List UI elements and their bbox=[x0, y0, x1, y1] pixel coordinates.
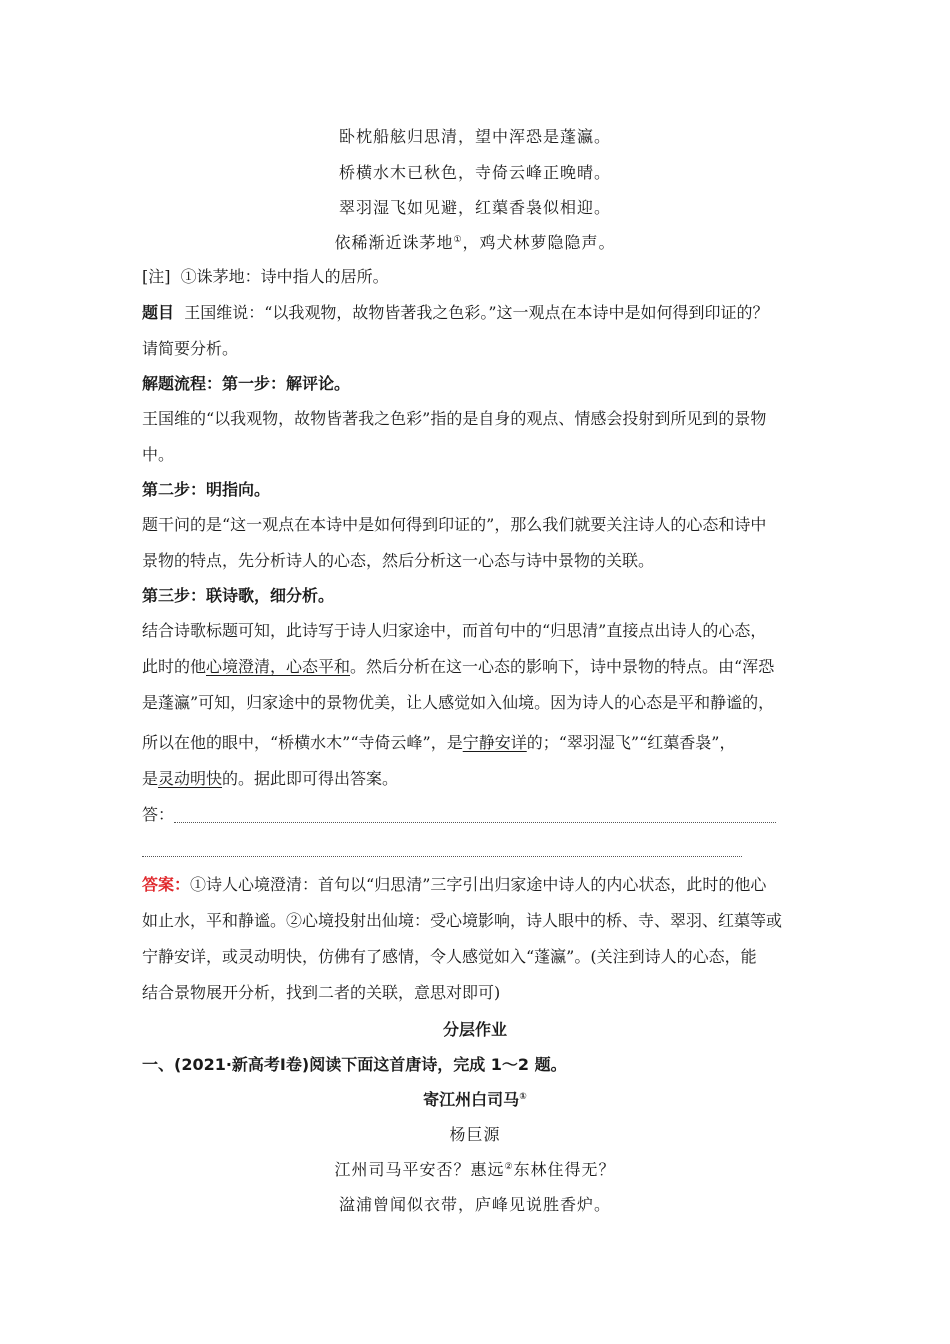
section-title: 分层作业 bbox=[442, 1020, 507, 1039]
step3-line-3: 是蓬瀛”可知，归家途中的景物优美，让人感觉如入仙境。因为诗人的心态是平和静谧的， bbox=[142, 693, 775, 712]
step3-line-4-b: 的；“翠羽湿飞”“红蕖香袅”， bbox=[526, 733, 736, 752]
poem1-line-1: 卧枕船舷归思清，望中浑恐是蓬瀛。 bbox=[338, 127, 611, 146]
answer-blank-line-1[interactable] bbox=[174, 822, 776, 823]
poem1-line-2: 桥横水木已秋色，寺倚云峰正晚晴。 bbox=[338, 163, 611, 182]
exercise-heading: 一、(2021·新高考Ⅰ卷)阅读下面这首唐诗，完成 1～2 题。 bbox=[142, 1055, 567, 1074]
poem2-title bbox=[0, 1089, 950, 1111]
poem2-line-2: 湓浦曾闻似衣带，庐峰见说胜香炉。 bbox=[338, 1195, 611, 1214]
step1-line-2: 中。 bbox=[142, 445, 175, 464]
step3-heading: 第三步：联诗歌，细分析。 bbox=[142, 586, 335, 605]
poem2-author: 杨巨源 bbox=[449, 1125, 501, 1144]
answer-line-3: 宁静安详，或灵动明快，仿佛有了感情，令人感觉如入“蓬瀛”。(关注到诗人的心态，能 bbox=[142, 947, 757, 966]
step1-heading: 解题流程：第一步：解评论。 bbox=[142, 374, 351, 393]
step2-line-2: 景物的特点，先分析诗人的心态，然后分析这一心态与诗中景物的关联。 bbox=[142, 551, 655, 570]
step3-line-5-a: 是 bbox=[142, 769, 159, 788]
step3-line-1: 结合诗歌标题可知，此诗写于诗人归家途中，而首句中的“归思清”直接点出诗人的心态， bbox=[142, 621, 767, 640]
step3-line-2-b: 。然后分析在这一心态的影响下，诗中景物的特点。由“浑恐 bbox=[350, 657, 775, 676]
step1-line-1: 王国维的“以我观物，故物皆著我之色彩”指的是自身的观点、情感会投射到所见到的景物 bbox=[142, 409, 767, 428]
step2-heading: 第二步：明指向。 bbox=[142, 480, 271, 499]
answer-line-1 bbox=[142, 874, 766, 896]
poem1-line-4-part-b: ，鸡犬林萝隐隐声。 bbox=[462, 233, 616, 252]
poem1-line-3: 翠羽湿飞如见避，红蕖香袅似相迎。 bbox=[338, 198, 611, 217]
footnote-marker: ① bbox=[453, 235, 463, 245]
step3-line-4 bbox=[142, 732, 735, 754]
poem1-line-4 bbox=[0, 232, 950, 254]
question-label: 题目 bbox=[142, 303, 175, 322]
step3-line-2-a: 此时的他 bbox=[142, 657, 207, 676]
question-line-2: 请简要分析。 bbox=[142, 339, 239, 358]
step3-line-5 bbox=[142, 768, 398, 790]
underlined-phrase: 宁静安详 bbox=[462, 733, 527, 752]
underlined-phrase: 心境澄清，心态平和 bbox=[206, 657, 351, 676]
footnote-marker: ① bbox=[519, 1092, 527, 1102]
poem2-line-1-a: 江州司马平安否？惠远 bbox=[334, 1160, 505, 1179]
question-line-1 bbox=[142, 302, 769, 324]
answer-text-1: ①诗人心境澄清：首句以“归思清”三字引出归家途中诗人的内心状态，此时的他心 bbox=[190, 875, 767, 894]
note-text: ①诛茅地：诗中指人的居所。 bbox=[180, 267, 389, 286]
underlined-phrase: 灵动明快 bbox=[158, 769, 223, 788]
step3-line-2 bbox=[142, 656, 774, 678]
note bbox=[142, 266, 389, 288]
poem2-line-1 bbox=[0, 1159, 950, 1181]
poem1-line-4-part-a: 依稀渐近诛茅地 bbox=[334, 233, 454, 252]
footnote-marker: ② bbox=[504, 1162, 514, 1172]
step3-line-4-a: 所以在他的眼中，“桥横水木”“寺倚云峰”，是 bbox=[142, 733, 463, 752]
poem2-line-1-b: 东林住得无？ bbox=[513, 1160, 616, 1179]
note-tag: [注] bbox=[142, 267, 171, 286]
answer-line-2: 如止水，平和静谧。②心境投射出仙境：受心境影响，诗人眼中的桥、寺、翠羽、红蕖等或 bbox=[142, 911, 783, 930]
step2-line-1: 题干问的是“这一观点在本诗中是如何得到印证的”，那么我们就要关注诗人的心态和诗中 bbox=[142, 515, 767, 534]
poem2-title-text: 寄江州白司马 bbox=[423, 1090, 520, 1109]
answer-prompt: 答： bbox=[142, 805, 175, 824]
answer-line-4: 结合景物展开分析，找到二者的关联，意思对即可) bbox=[142, 983, 501, 1002]
step3-line-5-b: 的。据此即可得出答案。 bbox=[222, 769, 399, 788]
question-text: 王国维说：“以我观物，故物皆著我之色彩。”这一观点在本诗中是如何得到印证的？ bbox=[184, 303, 769, 322]
answer-blank-line-2[interactable] bbox=[142, 856, 742, 857]
answer-label: 答案： bbox=[142, 875, 191, 894]
